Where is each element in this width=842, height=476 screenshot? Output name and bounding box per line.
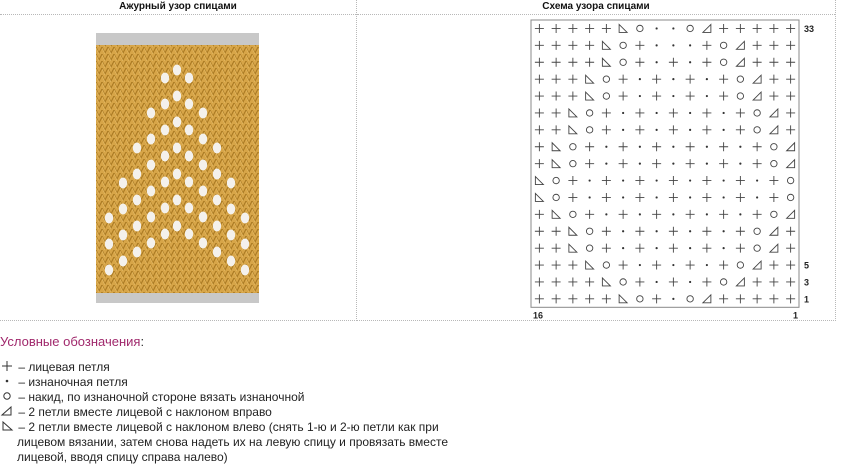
knit-pattern-photo [96,33,259,303]
plus-icon [0,360,14,372]
eyelet-hole [185,99,193,110]
eyelet-hole [161,151,169,162]
purl-stitch-symbol [622,196,624,198]
eyelet-hole [213,143,221,154]
eyelet-hole [161,229,169,240]
eyelet-hole [185,229,193,240]
purl-stitch-symbol [723,230,725,232]
eyelet-hole [241,213,249,224]
purl-stitch-symbol [756,179,758,181]
purl-stitch-symbol [605,163,607,165]
eyelet-hole [173,143,181,154]
purl-stitch-symbol [639,213,641,215]
eyelet-hole [173,221,181,232]
right-lean-triangle-icon [0,405,14,417]
eyelet-hole [119,256,127,267]
legend-desc: – 2 петли вместе лицевой с наклоном влево (снять 1-ю и 2-ю петли как при [18,420,439,434]
legend-continuation-line: лицевом вязании, затем снова надеть их на левую спицу и провязать вместе [17,435,448,449]
eyelet-hole [213,247,221,258]
purl-stitch-symbol [706,213,708,215]
purl-stitch-symbol [639,78,641,80]
knit-photo-image [96,33,259,303]
eyelet-hole [185,151,193,162]
eyelet-hole [241,239,249,250]
purl-stitch-symbol [723,129,725,131]
eyelet-hole [133,169,141,180]
purl-stitch-symbol [672,264,674,266]
purl-stitch-symbol [723,247,725,249]
eyelet-hole [147,108,155,119]
purl-stitch-symbol [672,95,674,97]
purl-stitch-symbol [656,196,658,198]
purl-stitch-symbol [622,230,624,232]
purl-stitch-symbol [656,179,658,181]
eyelet-hole [147,134,155,145]
purl-stitch-symbol [689,179,691,181]
eyelet-hole [133,221,141,232]
eyelet-hole [213,221,221,232]
photo-panel-title: Ажурный узор спицами [119,1,237,12]
purl-stitch-symbol [689,112,691,114]
eyelet-hole [173,117,181,128]
purl-stitch-symbol [639,146,641,148]
purl-stitch-symbol [706,163,708,165]
eyelet-hole [213,195,221,206]
purl-stitch-symbol [656,61,658,63]
purl-stitch-symbol [739,213,741,215]
purl-stitch-symbol [672,298,674,300]
purl-stitch-symbol [706,146,708,148]
eyelet-hole [105,213,113,224]
purl-stitch-symbol [656,230,658,232]
legend-heading-text: Условные обозначения [0,334,141,349]
eyelet-hole [173,195,181,206]
purl-stitch-symbol [689,230,691,232]
eyelet-hole [161,125,169,136]
legend-item [0,360,110,375]
legend-desc: – накид, по изнаночной стороне вязать изнаночной [18,390,305,404]
eyelet-hole [105,265,113,276]
purl-stitch-symbol [672,27,674,29]
purl-stitch-symbol [656,281,658,283]
dot-icon [0,375,14,387]
purl-stitch-symbol [723,112,725,114]
purl-stitch-symbol [723,196,725,198]
purl-stitch-symbol [639,95,641,97]
legend-desc: – изнаночная петля [18,375,128,389]
eyelet-hole [199,238,207,249]
eyelet-hole [241,265,249,276]
photo-panel-title-rule [0,14,356,15]
eyelet-hole [227,204,235,215]
purl-stitch-symbol [706,264,708,266]
eyelet-hole [161,73,169,84]
purl-stitch-symbol [639,264,641,266]
eyelet-hole [147,160,155,171]
eyelet-hole [105,239,113,250]
eyelet-hole [133,247,141,258]
purl-stitch-symbol [689,61,691,63]
legend-heading-colon: : [140,334,145,349]
purl-stitch-symbol [589,196,591,198]
legend-heading [0,334,144,349]
purl-stitch-symbol [639,163,641,165]
legend-item [0,420,439,435]
purl-stitch-symbol [739,163,741,165]
eyelet-hole [199,108,207,119]
left-lean-triangle-icon [0,420,14,432]
chart-panel-title-rule [357,14,835,15]
eyelet-hole [161,203,169,214]
purl-stitch-symbol [656,112,658,114]
eyelet-hole [119,178,127,189]
eyelet-hole [173,169,181,180]
purl-stitch-symbol [656,27,658,29]
eyelet-hole [173,91,181,102]
purl-stitch-symbol [689,247,691,249]
eyelet-hole [133,195,141,206]
purl-stitch-symbol [672,44,674,46]
knitting-chart [528,18,828,323]
chart-row-label: 1 [804,294,810,305]
chart-row-label: 5 [804,260,810,271]
eyelet-hole [199,134,207,145]
legend-item [0,390,304,405]
purl-stitch-symbol [622,112,624,114]
legend-continuation-line: лицевой, вводя спицу справа налево) [17,450,228,464]
chart-row-label: 33 [804,23,815,34]
purl-stitch-symbol [672,163,674,165]
chart-col-label: 16 [533,310,544,321]
legend-desc: – лицевая петля [18,360,110,374]
purl-stitch-symbol [689,44,691,46]
chart-row-label: 3 [804,277,810,288]
purl-stitch-symbol [706,78,708,80]
purl-stitch-symbol [723,179,725,181]
purl-stitch-symbol [672,78,674,80]
eyelet-hole [133,143,141,154]
eyelet-hole [147,212,155,223]
purl-stitch-symbol [622,247,624,249]
eyelet-hole [185,177,193,188]
chart-col-label: 1 [793,310,799,321]
purl-stitch-symbol [689,129,691,131]
photo-panel [0,0,357,321]
purl-stitch-symbol [605,213,607,215]
eyelet-hole [199,160,207,171]
purl-stitch-symbol [689,196,691,198]
purl-stitch-symbol [739,146,741,148]
eyelet-hole [227,230,235,241]
eyelet-hole [199,186,207,197]
eyelet-hole [185,203,193,214]
purl-stitch-symbol [689,281,691,283]
purl-stitch-symbol [589,179,591,181]
eyelet-hole [147,186,155,197]
eyelet-hole [161,177,169,188]
purl-stitch-symbol [672,213,674,215]
eyelet-hole [173,65,181,76]
legend-item [0,375,128,390]
purl-stitch-symbol [756,196,758,198]
eyelet-hole [185,125,193,136]
purl-stitch-symbol [656,44,658,46]
legend-desc: – 2 петли вместе лицевой с наклоном вправо [18,405,272,419]
eyelet-hole [227,178,235,189]
eyelet-hole [185,73,193,84]
chart-panel-title: Схема узора спицами [542,1,650,12]
eyelet-hole [119,230,127,241]
eyelet-hole [199,212,207,223]
purl-stitch-symbol [672,146,674,148]
eyelet-hole [161,99,169,110]
purl-stitch-symbol [622,179,624,181]
circle-icon [0,390,14,402]
eyelet-hole [213,169,221,180]
purl-stitch-symbol [706,95,708,97]
eyelet-hole [147,238,155,249]
purl-stitch-symbol [656,129,658,131]
purl-stitch-symbol [656,247,658,249]
purl-stitch-symbol [605,146,607,148]
legend-item [0,405,272,420]
purl-stitch-symbol [622,129,624,131]
eyelet-hole [227,256,235,267]
eyelet-hole [119,204,127,215]
